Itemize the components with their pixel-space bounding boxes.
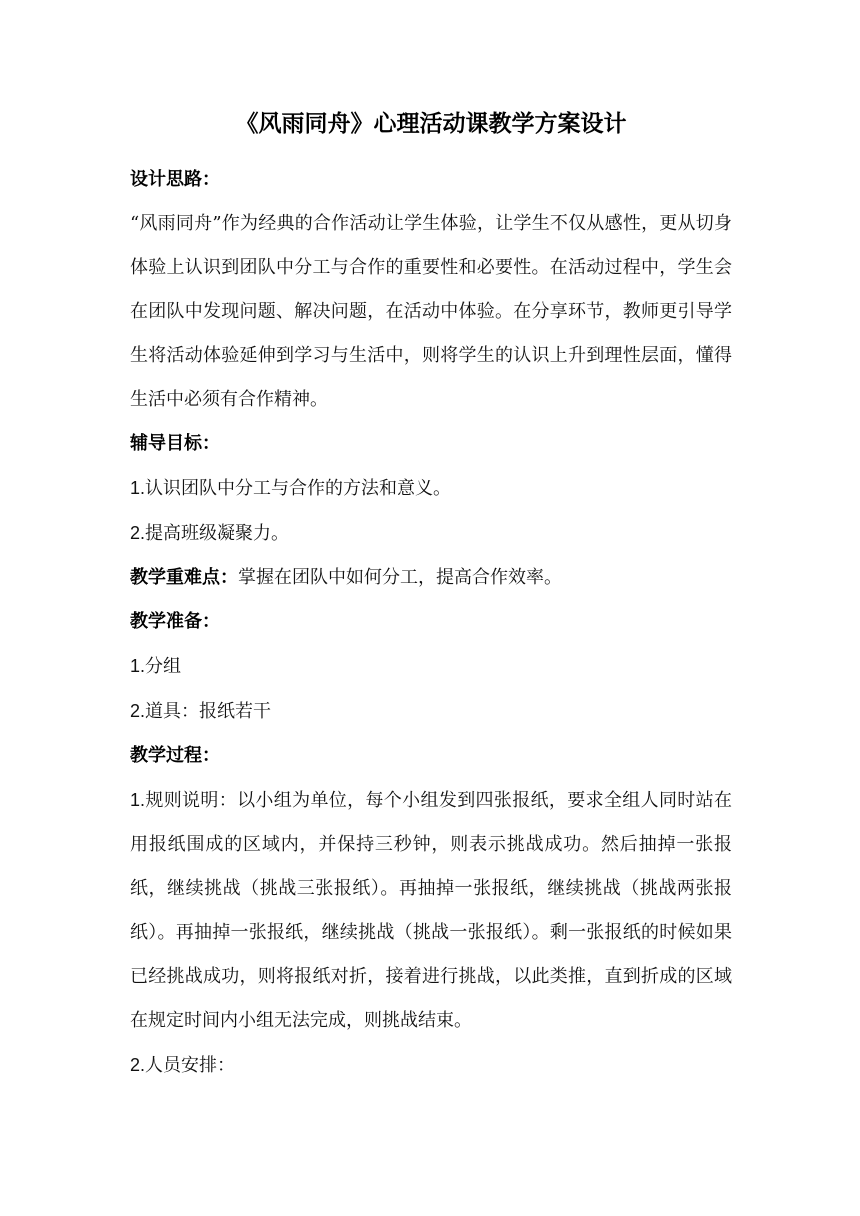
key-points-text: 掌握在团队中如何分工，提高合作效率。 [238, 567, 562, 588]
goal-item-number: 1. [130, 478, 146, 498]
preparation-item-text: 分组 [145, 656, 182, 677]
design-idea-heading: 设计思路： [130, 169, 220, 190]
document-page [130, 108, 732, 1088]
process-heading: 教学过程： [130, 745, 220, 766]
preparation-item-text: 道具：报纸若干 [145, 701, 272, 722]
document-title: 《风雨同舟》心理活动课教学方案设计 [235, 111, 627, 137]
process-rule-paragraph [130, 778, 732, 1043]
process-rule-text: 规则说明：以小组为单位，每个小组发到四张报纸，要求全组人同时站在用报纸围成的区域内，并保持三秒钟，则表示挑战成功。然后抽掉一张报纸，继续挑战（挑战三张报纸）。再抽掉一张报纸，继续挑战（挑战两张报纸）。再抽掉一张报纸，继续挑战（挑战一张报纸）。剩一张报纸的时候如果已经挑战成功，则将报纸对折，接着进行挑战，以此类推，直到折成的区域在规定时间内小组无法完成，则挑战结束。 [130, 790, 732, 1031]
goal-item-number: 2. [130, 523, 146, 543]
process-staff-line [130, 1043, 732, 1088]
key-points-line [130, 556, 732, 600]
design-idea-paragraph: “风雨同舟”作为经典的合作活动让学生体验，让学生不仅从感性，更从切身体验上认识到团队中分工与合作的重要性和必要性。在活动过程中，学生会在团队中发现问题、解决问题，在活动中体验。在分享环节，教师更引导学生将活动体验延伸到学习与生活中，则将学生的认识上升到理性层面，懂得生活中必须有合作精神。 [130, 213, 732, 410]
preparation-item [130, 644, 732, 689]
goal-item-text: 提高班级凝聚力。 [145, 523, 290, 544]
goal-item [130, 511, 732, 556]
preparation-item [130, 689, 732, 734]
goal-item-text: 认识团队中分工与合作的方法和意义。 [145, 478, 452, 499]
process-staff-text: 人员安排： [145, 1055, 236, 1076]
preparation-heading: 教学准备： [130, 611, 220, 632]
goal-item [130, 466, 732, 511]
preparation-item-number: 2. [130, 701, 146, 721]
process-staff-number: 2. [130, 1055, 146, 1075]
key-points-label: 教学重难点： [130, 567, 238, 588]
process-rule-number: 1. [130, 790, 146, 810]
preparation-item-number: 1. [130, 656, 146, 676]
goals-heading: 辅导目标： [130, 433, 220, 454]
